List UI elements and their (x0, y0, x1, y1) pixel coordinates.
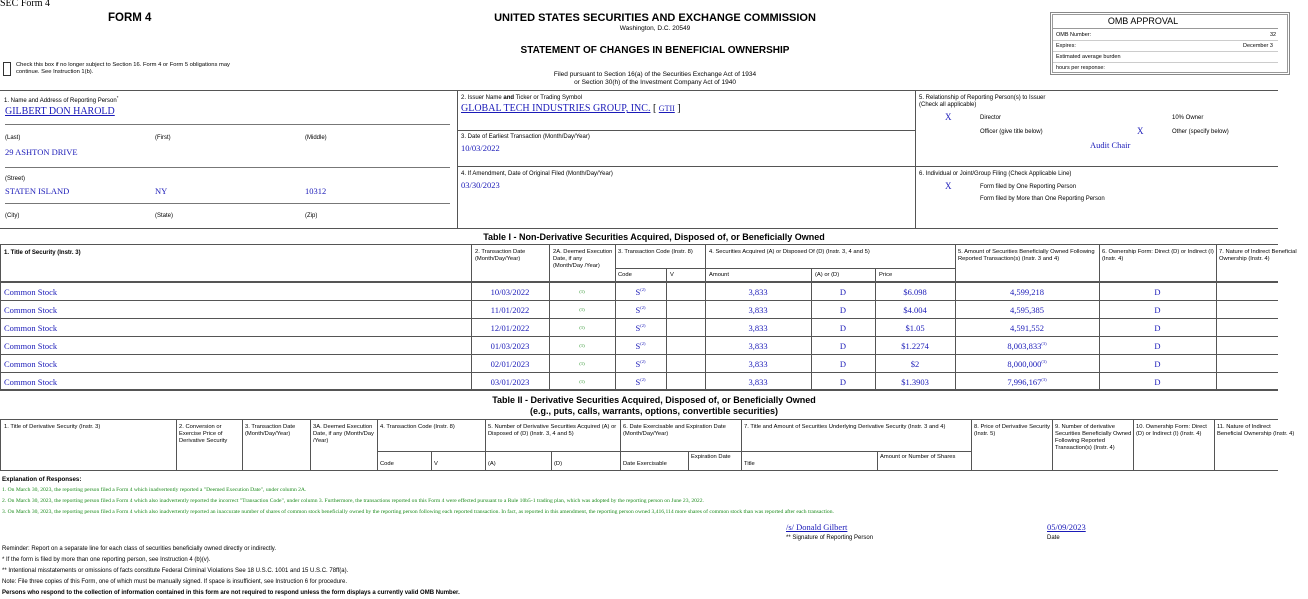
omb-expires-value: December 3 (1243, 43, 1273, 49)
officer-label: Officer (give title below) (980, 129, 1043, 135)
t2-header-amount-sub: Amount or Number of Shares (880, 454, 956, 460)
row-deemed-footnote: (1) (579, 307, 585, 312)
row-amount: 3,833 (748, 305, 768, 315)
form-label: FORM 4 (108, 12, 152, 24)
filing-mark: X (945, 181, 952, 191)
row-owned-value: 8,000,000 (1007, 359, 1042, 369)
signature-name: /s/ Donald Gilbert (786, 522, 848, 532)
row-code-value: S (635, 287, 641, 297)
street-value: 29 ASHTON DRIVE (5, 147, 78, 157)
agency-location: Washington, D.C. 20549 (619, 25, 691, 32)
t1-header-amount-sub: Amount (709, 272, 729, 278)
section16-text1: Check this box if no longer subject to Section 16. Form 4 or Form 5 obligations may (16, 62, 230, 68)
street-label: (Street) (5, 176, 26, 182)
filed-pursuant-line2: or Section 30(h) of the Investment Company Act of 1940 (574, 79, 736, 86)
row-price: $1.05 (905, 323, 925, 333)
row-owned-value: 4,599,218 (1010, 287, 1044, 297)
table1-title: Table I - Non-Derivative Securities Acquired, Disposed of, or Beneficially Owned (483, 232, 825, 242)
t2-header-code: 4. Transaction Code (Instr. 8) (380, 424, 455, 430)
t1-header-form: 6. Ownership Form: Direct (D) or Indirect (I) (Instr. 4) (1102, 249, 1214, 262)
row-acquired-disposed: D (839, 305, 847, 315)
omb-hours-label: hours per response: (1056, 65, 1105, 71)
t1-header-acquired: 4. Securities Acquired (A) or Disposed Of (D) (Instr. 3, 4 and 5) (709, 249, 870, 255)
row-transaction-code (615, 377, 666, 387)
row-price: $4.004 (903, 305, 927, 315)
row-divider (0, 318, 1278, 319)
row-transaction-code (615, 305, 666, 315)
row-amount: 3,833 (748, 323, 768, 333)
row-owned-following (955, 305, 1099, 315)
city-label: (City) (5, 213, 20, 219)
filed-pursuant-line1: Filed pursuant to Section 16(a) of the Securities Exchange Act of 1934 (553, 71, 757, 78)
t2-header-number-owned: 9. Number of derivative Securities Beneficially Owned Following Reported Transaction(s) (Instr. 4) (1055, 424, 1132, 451)
explanation-note-2: 2. On March 30, 2023, the reporting person filed a Form 4 which also inadvertently reported the incorrect "Transaction Code", under column 3. Furthermore, the transactions reported on this Form 4 were effected pursuant to a Rule 10b5-1 trading plan, which was adopted by the reporting person on June 23, 2022. (2, 498, 704, 504)
row-ownership-form: D (1154, 359, 1161, 369)
row-transaction-code (615, 323, 666, 333)
row-code-footnote: (2) (640, 305, 646, 311)
t1-header-code: 3. Transaction Code (Instr. 8) (618, 249, 693, 255)
row-divider (0, 300, 1278, 301)
row-transaction-date: 11/01/2022 (490, 305, 530, 315)
earliest-transaction-value: 10/03/2022 (461, 143, 500, 153)
row-ownership-form: D (1154, 341, 1161, 351)
row-code-footnote: (2) (640, 323, 646, 329)
last-label: (Last) (5, 135, 21, 141)
issuer-name-row: GLOBAL TECH INDUSTRIES GROUP, INC. [ GTII ] (461, 103, 681, 114)
other-mark: X (1137, 126, 1144, 136)
relationship-title-value: Audit Chair (1090, 140, 1131, 150)
row-owned-footnote: (3) (1041, 359, 1047, 365)
row-transaction-date: 03/01/2023 (490, 377, 530, 387)
row-transaction-code (615, 359, 666, 369)
section16-checkbox[interactable] (3, 62, 11, 76)
row-transaction-code (615, 287, 666, 297)
row-price: $1.2274 (901, 341, 929, 351)
reporting-person-name-link[interactable]: GILBERT DON HAROLD (5, 106, 115, 117)
state-label: (State) (155, 213, 174, 219)
t2-header-a-sub: (A) (488, 461, 496, 467)
issuer-label: 2. Issuer Name and Ticker or Trading Symbol (461, 95, 583, 101)
row-amount: 3,833 (748, 359, 768, 369)
t1-header-nature: 7. Nature of Indirect Beneficial Ownership (Instr. 4) (1219, 249, 1297, 262)
row-code-value: S (635, 323, 641, 333)
row-code-footnote: (2) (640, 287, 646, 293)
row-transaction-date: 10/03/2022 (490, 287, 530, 297)
t1-header-owned: 5. Amount of Securities Beneficially Owned Following Reported Transaction(s) (Instr. 3 and 4) (958, 249, 1095, 262)
t2-header-title: 1. Title of Derivative Security (Instr. 3) (4, 424, 101, 430)
t1-header-ad-sub: (A) or (D) (815, 272, 840, 278)
footer-reminder: Reminder: Report on a separate line for each class of securities beneficially owned directly or indirectly. (2, 546, 277, 552)
t2-header-nature: 11. Nature of Indirect Beneficial Ownership (Instr. 4) (1217, 424, 1295, 437)
omb-expires-label: Expires: (1056, 43, 1076, 49)
t2-header-d-sub: (D) (554, 461, 563, 467)
row-price: $1.3903 (901, 377, 929, 387)
row-owned-footnote: (3) (1041, 341, 1047, 347)
amendment-label: 4. If Amendment, Date of Original Filed (Month/Day/Year) (461, 171, 613, 177)
first-label: (First) (155, 135, 171, 141)
t1-header-v-sub: V (670, 272, 674, 278)
city-value: STATEN ISLAND (5, 186, 70, 196)
row-price: $2 (910, 359, 920, 369)
t2-header-form: 10. Ownership Form: Direct (D) or Indirect (I) (Instr. 4) (1136, 424, 1207, 437)
row-deemed-footnote: (1) (579, 289, 585, 294)
row-transaction-date: 01/03/2023 (490, 341, 530, 351)
omb-burden-label: Estimated average burden (1056, 54, 1121, 60)
t2-header-date: 3. Transaction Date (Month/Day/Year) (245, 424, 296, 437)
omb-title: OMB APPROVAL (1107, 16, 1179, 26)
t1-header-price-sub: Price (879, 272, 893, 278)
explanation-note-1: 1. On March 30, 2023, the reporting person filed a Form 4 which inadvertently reported a "Deemed Execution Date", under column 2A. (2, 487, 307, 493)
relationship-label: 5. Relationship of Reporting Person(s) to Issuer (919, 95, 1046, 101)
t2-header-title-sub: Title (744, 461, 755, 467)
footer-note: Note: File three copies of this Form, one of which must be manually signed. If space is insufficient, see Instruction 6 for procedure. (2, 579, 348, 585)
t1-header-date: 2. Transaction Date (Month/Day/Year) (475, 249, 526, 262)
signature-date-label: Date (1047, 535, 1060, 541)
row-owned-value: 4,595,385 (1010, 305, 1044, 315)
row-security-title: Common Stock (4, 287, 58, 297)
t2-header-v-sub: V (434, 461, 438, 467)
row-amount: 3,833 (748, 287, 768, 297)
middle-label: (Middle) (305, 135, 327, 141)
row-code-value: S (635, 341, 641, 351)
filing-multi-person: Form filed by More than One Reporting Person (980, 196, 1105, 202)
row-acquired-disposed: D (839, 323, 847, 333)
t2-header-exp-sub: Expiration Date (691, 454, 731, 460)
explanation-note-3: 3. On March 30, 2023, the reporting person filed a Form 4 which also inadvertently reported an inaccurate number of shares of common stock beneficially owned by the reporting person following each reported transaction. In fact, as reported in this amendment, the reporting person owned 3,416,114 more shares of common stock than was reported after each transaction. (2, 509, 834, 515)
issuer-ticker-link[interactable]: GTII (658, 104, 675, 113)
row-code-value: S (635, 305, 641, 315)
row-ownership-form: D (1154, 377, 1161, 387)
row-code-footnote: (2) (640, 377, 646, 383)
row-divider (0, 336, 1278, 337)
reporting-person-label: 1. Name and Address of Reporting Person* (4, 95, 119, 104)
table2-subtitle: (e.g., puts, calls, warrants, options, convertible securities) (529, 406, 779, 416)
row-acquired-disposed: D (839, 341, 847, 351)
t2-header-deemed: 3A. Deemed Execution Date, if any (Month/Day /Year) (313, 424, 374, 444)
row-owned-value: 4,591,552 (1010, 323, 1044, 333)
row-code-footnote: (2) (640, 359, 646, 365)
filing-one-person: Form filed by One Reporting Person (980, 184, 1077, 190)
row-divider (0, 372, 1278, 373)
row-transaction-date: 12/01/2022 (490, 323, 530, 333)
row-transaction-date: 02/01/2023 (490, 359, 530, 369)
amendment-value: 03/30/2023 (461, 180, 500, 190)
director-label: Director (980, 115, 1002, 121)
omb-number-label: OMB Number: (1056, 32, 1092, 38)
row-owned-following (955, 341, 1099, 351)
row-amount: 3,833 (748, 377, 768, 387)
row-security-title: Common Stock (4, 341, 58, 351)
row-code-value: S (635, 359, 641, 369)
row-acquired-disposed: D (839, 359, 847, 369)
t1-header-code-sub: Code (618, 272, 632, 278)
zip-value: 10312 (305, 186, 327, 196)
row-ownership-form: D (1154, 287, 1161, 297)
row-ownership-form: D (1154, 323, 1161, 333)
row-deemed-footnote: (1) (579, 325, 585, 330)
tab-title: SEC Form 4 (0, 0, 51, 9)
row-security-title: Common Stock (4, 377, 58, 387)
row-owned-value: 8,003,833 (1007, 341, 1042, 351)
issuer-name-link[interactable]: GLOBAL TECH INDUSTRIES GROUP, INC. (461, 103, 651, 114)
row-code-value: S (635, 377, 641, 387)
explanation-title: Explanation of Responses: (2, 476, 82, 483)
row-security-title: Common Stock (4, 323, 58, 333)
row-owned-following (955, 359, 1099, 369)
row-owned-value: 7,996,167 (1007, 377, 1042, 387)
row-divider (0, 354, 1278, 355)
table2-title: Table II - Derivative Securities Acquired, Disposed of, or Beneficially Owned (492, 395, 816, 405)
footer-omb-notice: Persons who respond to the collection of information contained in this form are not required to respond unless the form displays a currently valid OMB Number. (2, 590, 460, 596)
row-acquired-disposed: D (839, 377, 847, 387)
t2-header-code-sub: Code (380, 461, 394, 467)
signature-date: 05/09/2023 (1047, 522, 1086, 532)
row-owned-following (955, 377, 1099, 387)
relationship-sublabel: (Check all applicable) (919, 102, 977, 108)
t2-header-underlying: 7. Title and Amount of Securities Underlying Derivative Security (Instr. 3 and 4) (744, 424, 946, 430)
t2-header-number: 5. Number of Derivative Securities Acquired (A) or Disposed of (D) (Instr. 3, 4 and 5) (488, 424, 617, 437)
footer-multiple-persons: * If the form is filed by more than one reporting person, see Instruction 4 (b)(v). (2, 557, 211, 563)
row-security-title: Common Stock (4, 305, 58, 315)
state-value: NY (155, 186, 168, 196)
ten-percent-owner-label: 10% Owner (1172, 115, 1204, 121)
agency-title: UNITED STATES SECURITIES AND EXCHANGE COMMISSION (494, 12, 816, 24)
row-transaction-code (615, 341, 666, 351)
signature-label: ** Signature of Reporting Person (786, 535, 874, 541)
zip-label: (Zip) (305, 213, 318, 219)
other-label: Other (specify below) (1172, 129, 1229, 135)
earliest-transaction-label: 3. Date of Earliest Transaction (Month/Day/Year) (461, 134, 590, 140)
t2-header-exercisable: 6. Date Exercisable and Expiration Date (Month/Day/Year) (623, 424, 726, 437)
footer-misstatements: ** Intentional misstatements or omissions of facts constitute Federal Criminal Violations See 18 U.S.C. 1001 and 15 U.S.C. 78ff(a). (2, 568, 349, 574)
row-owned-following (955, 287, 1099, 297)
row-security-title: Common Stock (4, 359, 58, 369)
statement-title: STATEMENT OF CHANGES IN BENEFICIAL OWNERSHIP (520, 45, 790, 56)
t2-header-ex-sub: Date Exercisable (623, 461, 667, 467)
t2-header-conversion: 2. Conversion or Exercise Price of Derivative Security (179, 424, 228, 444)
row-ownership-form: D (1154, 305, 1161, 315)
row-owned-following (955, 323, 1099, 333)
omb-number-value: 32 (1270, 32, 1277, 38)
director-mark: X (945, 112, 952, 122)
filing-label: 6. Individual or Joint/Group Filing (Check Applicable Line) (919, 171, 1072, 177)
row-acquired-disposed: D (839, 287, 847, 297)
row-price: $6.098 (903, 287, 927, 297)
row-deemed-footnote: (1) (579, 343, 585, 348)
row-amount: 3,833 (748, 341, 768, 351)
row-code-footnote: (2) (640, 341, 646, 347)
t2-header-price: 8. Price of Derivative Security (Instr. 5) (974, 424, 1051, 437)
t1-header-title: 1. Title of Security (Instr. 3) (4, 250, 81, 256)
t1-header-deemed: 2A. Deemed Execution Date, if any (Month/Day /Year) (553, 249, 613, 269)
row-deemed-footnote: (1) (579, 379, 585, 384)
section16-text2: continue. See Instruction 1(b). (16, 69, 94, 75)
row-deemed-footnote: (1) (579, 361, 585, 366)
row-owned-footnote: (3) (1041, 377, 1047, 383)
